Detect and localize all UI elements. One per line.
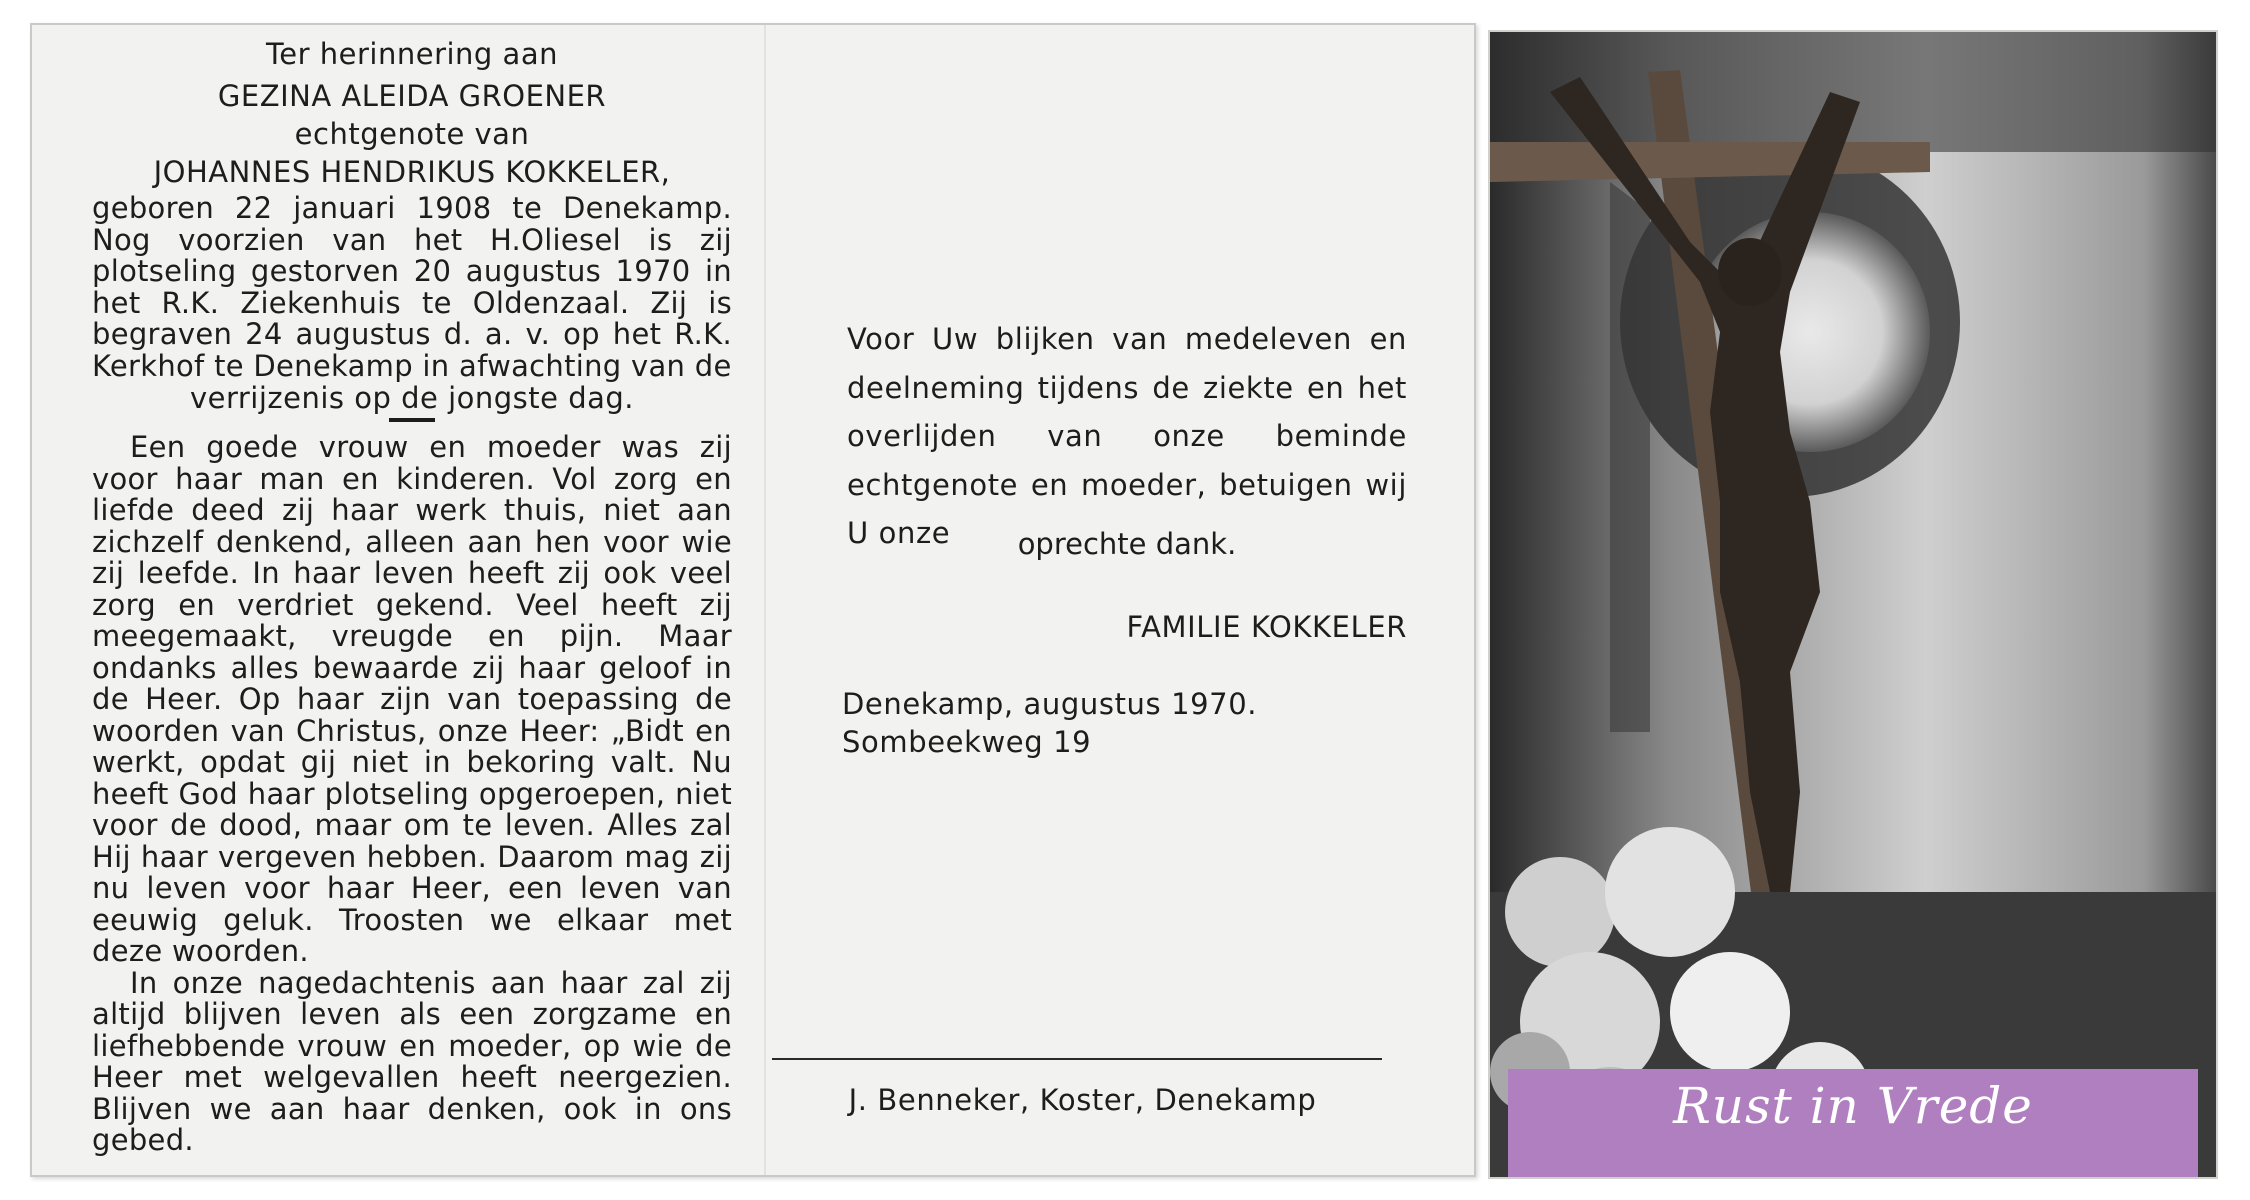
memorial-card-inner (30, 23, 1476, 1177)
family-signature: FAMILIE KOKKELER (1126, 610, 1407, 644)
crucifix-photo (1490, 32, 2216, 1177)
printer-rule (772, 1058, 1382, 1060)
deceased-name: GEZINA ALEIDA GROENER (217, 79, 607, 113)
place-block (842, 685, 1257, 761)
tribute-text-2: In onze nagedachtenis aan haar zal zij altijd blijven leven als een zorgzame en liefhebbende vrouw en moeder, op wie de Heer met welgevallen heeft neergezien. Blijven we aan haar denken, ook in ons gebed. (92, 965, 732, 1157)
place-date: Denekamp, augustus 1970. (842, 687, 1258, 721)
tribute-text-1: Een goede vrouw en moeder was zij voor haar man en kinderen. Vol zorg en liefde deed zij haar werk thuis, niet aan zichzelf denkend, alleen aan hen voor wie zij leefde. In haar leven heeft zij ook veel zorg en verdriet gekend. Veel heeft zij meegemaakt, vreugde en pijn. Maar ondanks alles bewaarde zij haar geloof in de Heer. Op haar zijn van toepassing de woorden van Christus, onze Heer: „Bidt en werkt, opdat gij niet in bekoring valt. Nu heeft God haar plotseling opgeroepen, niet voor de dood, maar om te leven. Alles zal Hij haar vergeven hebben. Daarom mag zij nu leven voor haar Heer, een leven van eeuwig geluk. Troosten we elkaar met deze woorden. (92, 430, 732, 968)
relation-line: echtgenote van (294, 117, 530, 151)
banner-text: Rust in Vrede (1673, 1077, 2033, 1135)
rust-in-vrede-banner (1508, 1069, 2198, 1177)
tribute-paragraph-1 (92, 432, 732, 968)
spouse-name: JOHANNES HENDRIKUS KOKKELER, (153, 155, 671, 189)
separator-dash (389, 418, 435, 422)
memorial-text-panel (92, 35, 732, 1157)
address: Sombeekweg 19 (842, 725, 1092, 759)
thanks-last-line: oprechte dank. (1017, 527, 1237, 561)
card-fold (764, 25, 766, 1175)
thanks-text: Voor Uw blijken van medeleven en deelneming tijdens de ziekte en het overlijden van onze beminde echtgenote en moeder, betuigen wij U onze (847, 322, 1407, 550)
tribute-paragraph-2 (92, 965, 732, 1157)
printer-credit: J. Benneker, Koster, Denekamp (848, 1083, 1317, 1117)
heading: Ter herinnering aan (266, 37, 558, 71)
biography-last-line: verrijzenis op de jongste dag. (189, 381, 635, 415)
biography: geboren 22 januari 1908 te Denekamp. Nog voorzien van het H.Oliesel is zij plotseling gestorven 20 augustus 1970 in het R.K. Ziekenhuis te Oldenzaal. Zij is begraven 24 augustus d. a. v. op het R.K. Kerkhof te Denekamp in afwachting van de (92, 191, 732, 383)
crucifix-picture-card (1488, 30, 2218, 1179)
